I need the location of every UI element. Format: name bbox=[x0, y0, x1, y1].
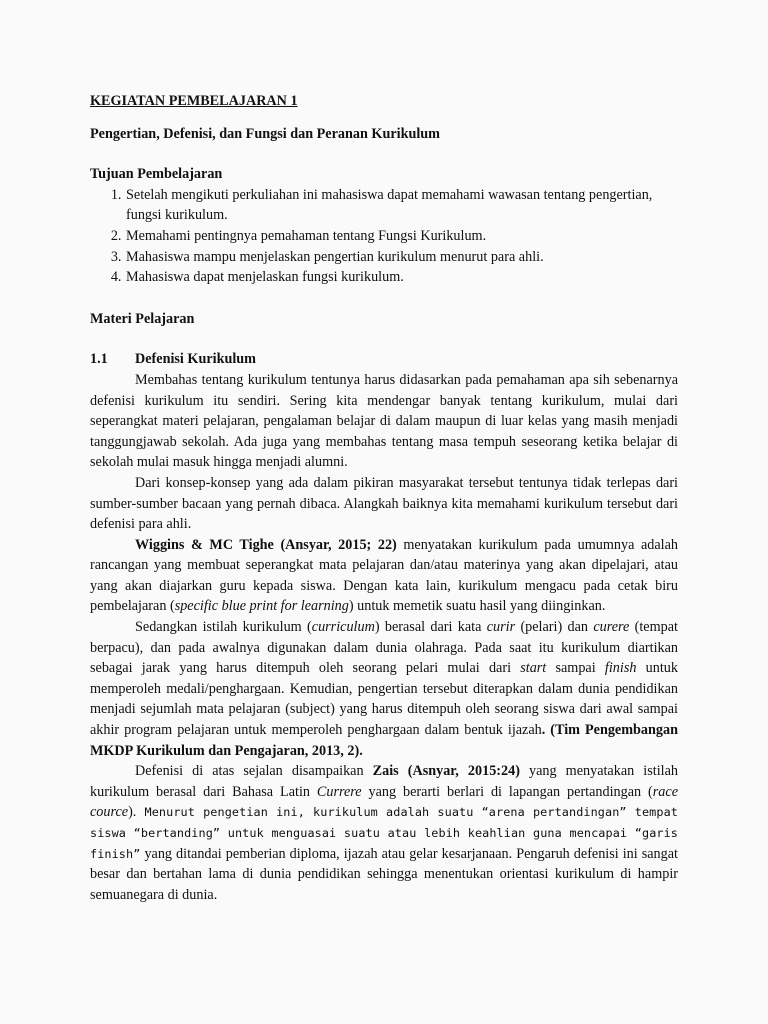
paragraph-1: Membahas tentang kurikulum tentunya harus didasarkan pada pemahaman apa sih sebenarnya defenisi kurikulum itu sendiri. Sering kita mendengar banyak tentang kurikulum, mulai dari seperangkat materi pelajaran, pengalaman belajar di dalam maupun di luar kelas yang masih menjadi tanggungjawab sekolah. Ada juga yang membahas tentang masa tempuh seseorang ketika belajar di sekolah mulai masuk hingga menjadi alumni. bbox=[90, 371, 678, 471]
italic-term: start bbox=[520, 660, 547, 677]
document-title: KEGIATAN PEMBELAJARAN 1 bbox=[90, 93, 298, 109]
text-run: (pelari) dan bbox=[515, 619, 594, 636]
text-run: untuk memperoleh medali/penghargaan. Kemudian, pengertian tersebut diterapkan dalam dunia pendidikan menjadi sejumlah mata pelajaran (subject) yang harus ditempuh oleh seorang siswa dari awal sampai akhir program pelajaran untuk memperoleh penghargaan dalam bentuk ijazah bbox=[90, 660, 678, 739]
section-number: 1.1 bbox=[90, 351, 108, 368]
text-run: ) untuk memetik suatu hasil yang diinginkan. bbox=[348, 598, 606, 615]
text-run: yang ditandai pemberian diploma, ijazah atau gelar kesarjanaan. Pengaruh defenisi ini sangat besar dan bertahan lama di dunia pendidikan sehingga menentukan orientasi kurikulum di hampir semuanegara di dunia. bbox=[90, 845, 678, 903]
citation-tim: . (Tim Pengembangan MKDP Kurikulum dan Pengajaran, 2013, 2). bbox=[90, 722, 678, 759]
text-run: Defenisi di atas sejalan disampaikan bbox=[135, 763, 373, 780]
text-run: Sedangkan istilah kurikulum ( bbox=[135, 619, 312, 636]
citation-zais: Zais (Asnyar, 2015:24) bbox=[372, 763, 520, 780]
italic-term: finish bbox=[604, 660, 637, 677]
text-run: ) berasal dari kata bbox=[374, 619, 487, 636]
italic-term: specific blue print for learning bbox=[174, 598, 349, 615]
materi-heading: Materi Pelajaran bbox=[90, 310, 195, 327]
paragraph-5 bbox=[90, 761, 678, 905]
section-heading bbox=[90, 349, 678, 370]
monospace-run: Menurut pengetian ini, kurikulum adalah suatu “arena pertandingan” tempat siswa “bertanding” untuk menguasai suatu atau lebih keahlian guna mencapai “garis finish” bbox=[90, 805, 678, 861]
list-item: 4. Mahasiswa dapat menjelaskan fungsi kurikulum. bbox=[125, 267, 678, 288]
paragraph-2: Dari konsep-konsep yang ada dalam pikiran masyarakat tersebut tentunya tidak terlepas dari sumber-sumber bacaan yang pernah dibaca. Alangkah baiknya kita memahami kurikulum tersebut dari defenisi para ahli. bbox=[90, 474, 678, 533]
italic-term: curere bbox=[593, 619, 630, 636]
list-item: 2. Memahami pentingnya pemahaman tentang Fungsi Kurikulum. bbox=[125, 226, 678, 247]
italic-term: curir bbox=[486, 619, 516, 636]
text-run: ). bbox=[128, 804, 137, 821]
section-title: Defenisi Kurikulum bbox=[135, 351, 257, 368]
text-run: (tempat berpacu), dan pada awalnya digunakan dalam dunia olahraga. Pada saat itu kurikulum diartikan sebagai jarak yang harus ditempuh oleh seorang pelari mulai dari bbox=[90, 619, 678, 677]
objectives-heading: Tujuan Pembelajaran bbox=[90, 166, 223, 183]
citation-wiggins: Wiggins & MC Tighe (Ansyar, 2015; 22) bbox=[135, 536, 397, 553]
text-run: menyatakan kurikulum pada umumnya adalah rancangan yang membuat seperangkat mata pelajaran dan/atau materinya yang akan dipelajari, atau yang akan diajarkan guru kepada siswa. Dengan kata lain, kurikulum mengacu pada cetak biru pembelajaran ( bbox=[90, 536, 678, 615]
text-run: yang menyatakan istilah kurikulum berasal dari Bahasa Latin bbox=[90, 763, 678, 800]
italic-term: Currere bbox=[316, 783, 362, 800]
paragraph-3 bbox=[90, 535, 678, 617]
text-run: yang berarti berlari di lapangan pertandingan ( bbox=[361, 783, 653, 800]
text-run: sampai bbox=[546, 660, 605, 677]
italic-term: curriculum bbox=[311, 619, 375, 636]
paragraph-4 bbox=[90, 617, 678, 761]
objectives-list bbox=[90, 185, 678, 288]
italic-term: race cource bbox=[90, 783, 678, 821]
list-item: 3. Mahasiswa mampu menjelaskan pengertian kurikulum menurut para ahli. bbox=[125, 247, 678, 268]
document-subtitle: Pengertian, Defenisi, dan Fungsi dan Peranan Kurikulum bbox=[90, 125, 441, 142]
list-item: 1. Setelah mengikuti perkuliahan ini mahasiswa dapat memahami wawasan tentang pengertian, fungsi kurikulum. bbox=[125, 185, 678, 226]
